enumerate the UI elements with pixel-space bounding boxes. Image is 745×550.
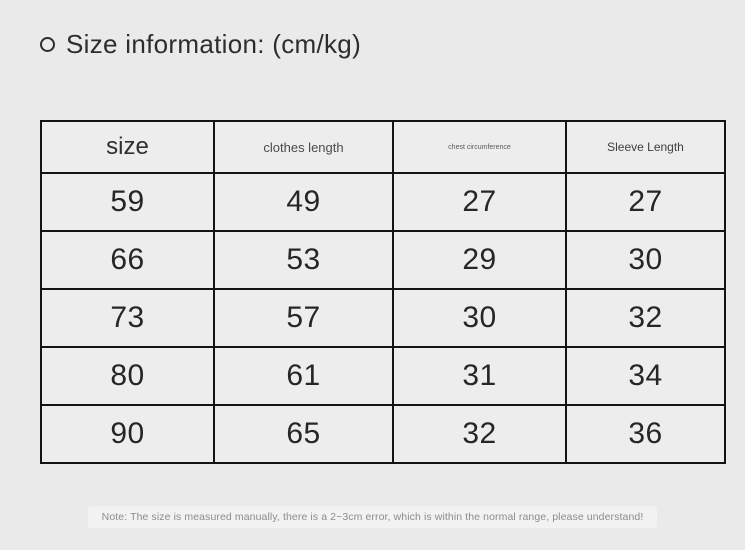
table-cell: 27 <box>393 173 566 231</box>
measurement-note-row <box>0 506 745 528</box>
table-row <box>41 405 725 463</box>
table-cell: 32 <box>393 405 566 463</box>
table-cell: 57 <box>214 289 393 347</box>
table-cell: 90 <box>41 405 214 463</box>
table-row <box>41 231 725 289</box>
table-cell: 31 <box>393 347 566 405</box>
table-row <box>41 173 725 231</box>
table-cell: 49 <box>214 173 393 231</box>
table-cell: 32 <box>566 289 725 347</box>
table-row <box>41 347 725 405</box>
table-cell: 30 <box>393 289 566 347</box>
table-cell: 61 <box>214 347 393 405</box>
table-cell: 66 <box>41 231 214 289</box>
circle-bullet-icon <box>40 37 55 52</box>
table-cell: 30 <box>566 231 725 289</box>
table-cell: 59 <box>41 173 214 231</box>
column-header-clothes-length: clothes length <box>214 121 393 173</box>
table-cell: 27 <box>566 173 725 231</box>
table-cell: 29 <box>393 231 566 289</box>
table-cell: 36 <box>566 405 725 463</box>
column-header-chest-circumference: chest circumference <box>393 121 566 173</box>
table-cell: 80 <box>41 347 214 405</box>
column-header-size: size <box>41 121 214 173</box>
table-cell: 34 <box>566 347 725 405</box>
size-table <box>40 120 726 464</box>
section-title-row <box>40 30 361 59</box>
measurement-note: Note: The size is measured manually, there is a 2~3cm error, which is within the normal range, please understand! <box>88 506 658 528</box>
header-row <box>41 121 725 173</box>
table-row <box>41 289 725 347</box>
table-cell: 73 <box>41 289 214 347</box>
section-title: Size information: (cm/kg) <box>66 29 362 59</box>
table-cell: 65 <box>214 405 393 463</box>
table-cell: 53 <box>214 231 393 289</box>
column-header-sleeve-length: Sleeve Length <box>566 121 725 173</box>
